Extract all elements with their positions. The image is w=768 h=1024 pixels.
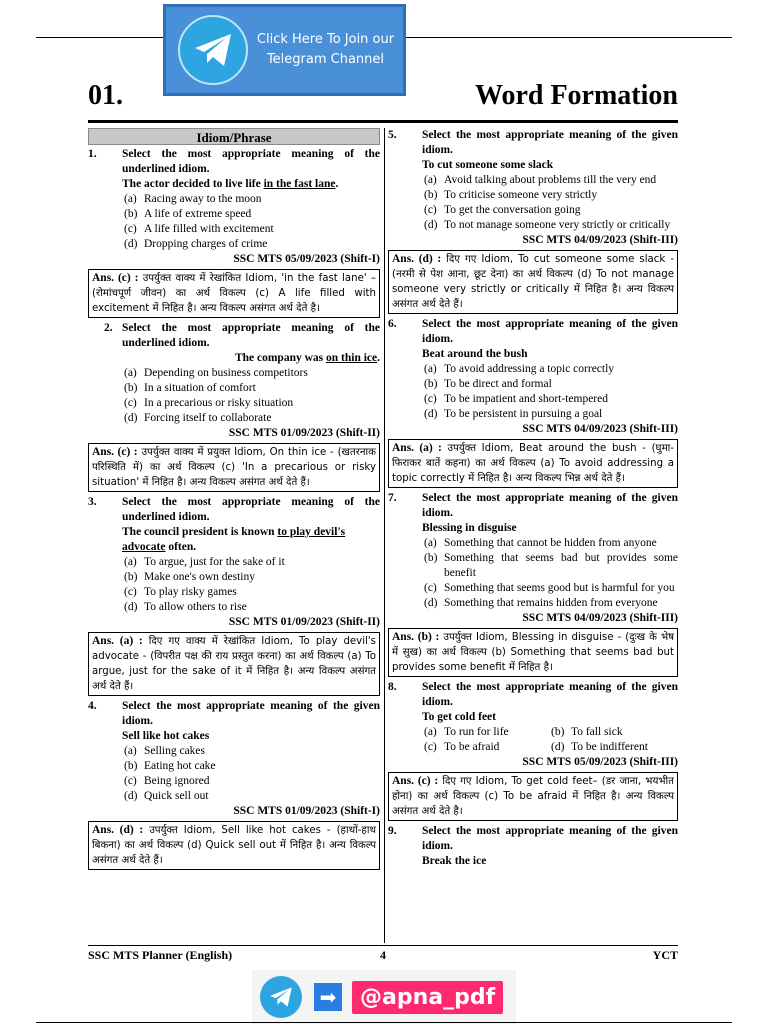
telegram-join-banner[interactable] [163,4,406,96]
page-number: 4 [380,948,386,962]
answer-label: Ans. (b) : [392,631,440,643]
answer-label: Ans. (a) : [92,635,143,647]
answer-explanation: दिए गए वाक्य में रेखांकित Idiom, To play devil's advocate - (विपरीत पक्ष की राय प्रस्तुत करना) का अर्थ विकल्प (a) To argue, just for the sake of it में निहित है। अन्य विकल्प असंगत अर्थ देते हैं। [92,636,376,692]
bottom-rule [36,1022,732,1023]
option-d: To be persistent in pursuing a goal [444,408,603,420]
section-title: Idiom/Phrase [88,128,380,145]
right-column [388,128,678,869]
option-d: Quick sell out [144,790,209,802]
option-b: A life of extreme speed [144,208,252,220]
question-8 [388,680,678,710]
answer-box [88,632,380,696]
answer-box [88,821,380,870]
option-a: Selling cakes [144,745,205,757]
question-3 [88,495,380,525]
question-text: Select the most appropriate meaning of the underlined idiom. [122,496,380,523]
idiom-phrase: Beat around the bush [422,348,528,360]
telegram-icon [260,976,302,1018]
answer-box [388,772,678,821]
chapter-title: Word Formation [475,80,678,111]
option-c: To play risky games [144,586,237,598]
option-b: Eating hot cake [144,760,216,772]
answer-box [388,250,678,314]
options: (a) To avoid addressing a topic correctly (b) To be direct and formal (c) To be impatient and short-tempered (d) To be persistent in pursuing a goal [388,362,678,422]
option-c: To get the conversation going [444,204,581,216]
exam-source: SSC MTS 01/09/2023 (Shift-II) [228,616,380,628]
question-number: 9. [388,825,397,837]
answer-explanation: दिए गए Idiom, To cut someone some slack - (नरमी से पेश आना, छूट देना) का अर्थ विकल्प (d) To not manage someone very strictly or critically में निहित है। अन्य विकल्प असंगत अर्थ देते हैं। [392,254,674,310]
question-number: 8. [388,681,397,693]
option-b: In a situation of comfort [144,382,256,394]
underlined-idiom: in the fast lane [263,178,336,190]
banner-line-1: Click Here To Join our [256,32,395,47]
options: (a) Racing away to the moon (b) A life of extreme speed (c) A life filled with excitement (d) Dropping charges of crime [88,192,380,252]
question-number: 2. [104,322,113,334]
answer-label: Ans. (c) : [92,272,139,284]
exam-source: SSC MTS 04/09/2023 (Shift-III) [522,423,678,435]
idiom-phrase: To cut someone some slack [422,159,554,171]
option-b: Something that seems bad but provides some benefit [444,552,678,579]
underlined-idiom: to play devil's advocate [122,526,346,553]
question-number: 7. [388,492,397,504]
options: (a) Depending on business competitors (b) In a situation of comfort (c) In a precarious or risky situation (d) Forcing itself to collaborate [88,366,380,426]
idiom-phrase: Break the ice [422,855,487,867]
answer-label: Ans. (c) : [392,775,439,787]
answer-explanation: उपर्युक्त वाक्य में रेखांकित Idiom, 'in the fast lane' – (रोमांचपूर्ण जीवन) का अर्थ विकल्प (c) A life filled with excitement में निहित है। अन्य विकल्प असंगत अर्थ देते है। [92,273,376,314]
question-1 [88,147,380,177]
answer-explanation: उपर्युक्त Idiom, Beat around the bush - (घुमा-फिराकर बातें कहना) का अर्थ विकल्प (a) To avoid addressing a topic correctly में निहित है। अन्य विकल्प भिन्न अर्थ देते हैं। [392,443,674,484]
chapter-number: 01. [88,80,123,111]
option-a: Avoid talking about problems till the very end [444,174,657,186]
question-number: 6. [388,318,397,330]
telegram-icon [178,15,248,85]
option-d: To be indifferent [571,741,648,753]
question-number: 3. [88,496,97,508]
question-5 [388,128,678,158]
idiom-phrase: To get cold feet [422,711,496,723]
answer-box [388,628,678,677]
question-text: Select the most appropriate meaning of the given idiom. [422,681,678,708]
question-text: Select the most appropriate meaning of the given idiom. [422,318,678,345]
options: (a) To run for life (b) To fall sick (c) To be afraid (d) To be indifferent [388,725,678,755]
exam-source: SSC MTS 05/09/2023 (Shift-I) [233,253,380,265]
answer-label: Ans. (d) : [392,253,442,265]
sentence-text: The company was [234,352,326,364]
idiom-phrase: Blessing in disguise [422,522,517,534]
question-9 [388,824,678,854]
option-c: To be impatient and short-tempered [444,393,608,405]
exam-source: SSC MTS 01/09/2023 (Shift-II) [228,427,380,439]
apna-pdf-promo[interactable] [252,970,516,1024]
option-b: To be direct and formal [444,378,552,390]
question-number: 4. [88,700,97,712]
question-number: 5. [388,129,397,141]
question-text: Select the most appropriate meaning of the given idiom. [122,700,380,727]
exam-source: SSC MTS 05/09/2023 (Shift-III) [522,756,678,768]
heading-rule [88,120,678,123]
footer-book-title: SSC MTS Planner (English) [88,948,233,962]
option-d: To allow others to rise [144,601,247,613]
channel-handle: @apna_pdf [352,981,503,1014]
left-column [88,128,380,873]
exam-source: SSC MTS 04/09/2023 (Shift-III) [522,234,678,246]
idiom-phrase: Sell like hot cakes [122,730,210,742]
option-a: To run for life [444,726,509,738]
answer-label: Ans. (a) : [392,442,442,454]
sentence-text: . [335,178,339,190]
exam-source: SSC MTS 04/09/2023 (Shift-III) [522,612,678,624]
options: (a) Selling cakes (b) Eating hot cake (c) Being ignored (d) Quick sell out [88,744,380,804]
question-7 [388,491,678,521]
question-number: 1. [88,148,97,160]
question-text: Select the most appropriate meaning of the given idiom. [422,129,678,156]
question-4 [88,699,380,729]
answer-box [388,439,678,488]
footer-publisher: YCT [652,948,678,962]
option-d: Forcing itself to collaborate [144,412,272,424]
options: (a) Avoid talking about problems till the very end (b) To criticise someone very strictly (c) To get the conversation going (d) To not manage someone very strictly or critically [388,173,678,233]
question-sentence [88,177,380,192]
option-a: To avoid addressing a topic correctly [444,363,615,375]
options: (a) Something that cannot be hidden from anyone (b) Something that seems bad but provides some benefit (c) Something that seems good but is harmful for you (d) Something that remains hidden from everyone [424,537,678,609]
question-text: Select the most appropriate meaning of the underlined idiom. [122,148,380,175]
option-c: Being ignored [144,775,210,787]
option-d: Dropping charges of crime [144,238,268,250]
sentence-text: The council president is known [122,526,278,538]
option-c: A life filled with excitement [144,223,274,235]
option-c: In a precarious or risky situation [144,397,294,409]
question-text: Select the most appropriate meaning of the given idiom. [422,825,678,852]
answer-explanation: उपर्युक्त Idiom, Sell like hot cakes - (हाथों-हाथ बिकना) का अर्थ विकल्प (d) Quick sell out में निहित है। अन्य विकल्प असंगत अर्थ देते हैं। [92,825,376,866]
answer-label: Ans. (c) : [92,446,138,458]
option-a: Depending on business competitors [144,367,308,379]
sentence-text: often. [165,541,197,553]
option-b: To fall sick [571,726,623,738]
underlined-idiom: on thin ice [326,352,378,364]
option-a: Something that cannot be hidden from anyone [444,537,657,549]
option-a: Racing away to the moon [144,193,262,205]
option-d: Something that remains hidden from everyone [444,597,658,609]
option-a: To argue, just for the sake of it [144,556,285,568]
sentence-text: The actor decided to live life [122,178,264,190]
question-text: Select the most appropriate meaning of the given idiom. [422,492,678,519]
option-d: To not manage someone very strictly or critically [444,219,671,231]
answer-explanation: दिए गए Idiom, To get cold feet– (डर जाना, भयभीत होना) का अर्थ विकल्प (c) To be afraid में निहित है। अन्य विकल्प असंगत अर्थ देते है। [392,776,674,817]
question-text: Select the most appropriate meaning of the underlined idiom. [122,322,380,349]
answer-box [88,269,380,318]
option-c: Something that seems good but is harmful for you [444,582,675,594]
question-sentence [88,351,380,366]
answer-box [88,443,380,492]
question-sentence [88,525,380,555]
exam-source: SSC MTS 01/09/2023 (Shift-I) [233,805,380,817]
answer-label: Ans. (d) : [92,824,144,836]
option-b: Make one's own destiny [144,571,255,583]
question-2 [88,321,380,351]
sentence-text: . [377,352,380,364]
arrow-right-icon: ➡ [314,983,342,1011]
options: (a) To argue, just for the sake of it (b) Make one's own destiny (c) To play risky games (d) To allow others to rise [88,555,380,615]
column-divider [384,128,385,943]
answer-explanation: उपर्युक्त Idiom, Blessing in disguise - (दुःख के भेष में सुख) का अर्थ विकल्प (b) Something that seems bad but provides some benefit में निहित है। [392,632,675,673]
option-b: To criticise someone very strictly [444,189,598,201]
answer-explanation: उपर्युक्त वाक्य में प्रयुक्त Idiom, On thin ice - (खतरनाक परिस्थिति में) का अर्थ विकल्प (c) 'In a precarious or risky situation' में निहित है। अन्य विकल्प असंगत अर्थ देते हैं। [92,447,376,488]
option-c: To be afraid [444,741,500,753]
banner-line-2: Telegram Channel [266,52,385,67]
question-6 [388,317,678,347]
footer-rule [88,945,678,946]
